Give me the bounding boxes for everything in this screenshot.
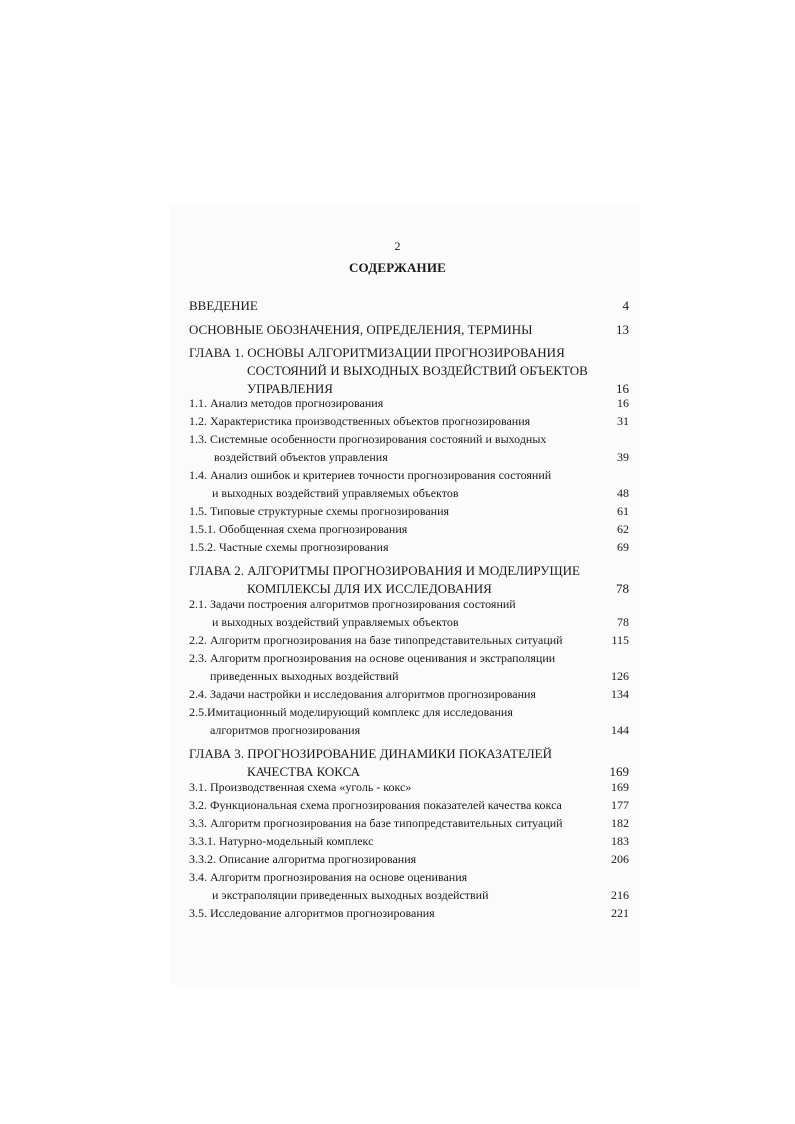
toc-page-number: 182 [611, 816, 629, 830]
toc-page-number: 39 [617, 450, 629, 464]
toc-entry-title: и экстраполяции приведенных выходных воздействий [212, 888, 489, 902]
toc-page-number: 134 [611, 687, 629, 701]
toc-entry-title: 1.5. Типовые структурные схемы прогнозирования [189, 504, 450, 518]
toc-entry-title: ГЛАВА 3. ПРОГНОЗИРОВАНИЕ ДИНАМИКИ ПОКАЗАТЕЛЕЙ [189, 746, 552, 761]
toc-page-number: 221 [611, 906, 629, 920]
toc-page-number: 31 [617, 414, 629, 428]
toc-page-number: 48 [617, 486, 629, 500]
toc-page-number: 69 [617, 540, 629, 554]
toc-page-number: 177 [611, 798, 629, 812]
toc-entry-title: УПРАВЛЕНИЯ [247, 381, 333, 396]
toc-entry-title: ОСНОВНЫЕ ОБОЗНАЧЕНИЯ, ОПРЕДЕЛЕНИЯ, ТЕРМИНЫ [189, 322, 533, 337]
toc-page-number: 169 [609, 764, 629, 779]
toc-page-number: 78 [616, 581, 629, 596]
toc-page-number: 126 [611, 669, 629, 683]
toc-entry-title: КАЧЕСТВА КОКСА [247, 764, 361, 779]
page-title: СОДЕРЖАНИЕ [348, 260, 447, 275]
toc-page-number: 144 [611, 723, 629, 737]
toc-page-number: 78 [617, 615, 629, 629]
toc-entry-title: 3.3. Алгоритм прогнозирования на базе типопредставительных ситуаций [189, 816, 563, 830]
toc-entry-title: приведенных выходных воздействий [210, 669, 399, 683]
toc-page-number: 216 [611, 888, 629, 902]
toc-entry-title: 1.3. Системные особенности прогнозирования состояний и выходных [189, 432, 547, 446]
toc-page-number: 183 [611, 834, 629, 848]
toc-entry-title: СОСТОЯНИЙ И ВЫХОДНЫХ ВОЗДЕЙСТВИЙ ОБЪЕКТОВ [247, 363, 588, 378]
toc-entry-title: 2.1. Задачи построения алгоритмов прогнозирования состояний [189, 597, 516, 611]
toc-page-number: 169 [611, 780, 629, 794]
toc-entry-title: ГЛАВА 1. ОСНОВЫ АЛГОРИТМИЗАЦИИ ПРОГНОЗИРОВАНИЯ [189, 345, 565, 360]
toc-entry-title: 3.3.2. Описание алгоритма прогнозирования [189, 852, 417, 866]
toc-entry-title: и выходных воздействий управляемых объектов [212, 615, 459, 629]
toc-entry-title: 3.3.1. Натурно-модельный комплекс [189, 834, 374, 848]
toc-entry-title: 1.5.1. Обобщенная схема прогнозирования [189, 522, 408, 536]
toc-entry-title: 1.4. Анализ ошибок и критериев точности прогнозирования состояний [189, 468, 552, 482]
toc-entry-title: 2.3. Алгоритм прогнозирования на основе оценивания и экстраполяции [189, 651, 556, 665]
toc-page-number: 16 [617, 396, 629, 410]
toc-entry-title: 3.1. Производственная схема «уголь - кокс» [189, 780, 412, 794]
toc-entry-title: 2.2. Алгоритм прогнозирования на базе типопредставительных ситуаций [189, 633, 563, 647]
toc-entry-title: ГЛАВА 2. АЛГОРИТМЫ ПРОГНОЗИРОВАНИЯ И МОДЕЛИРУЩИЕ [189, 563, 580, 578]
toc-entry-title: 1.2. Характеристика производственных объектов прогнозирования [189, 414, 531, 428]
toc-entry-title: ВВЕДЕНИЕ [189, 298, 258, 313]
toc-page-number: 16 [616, 381, 629, 396]
toc-page-number: 4 [622, 298, 629, 313]
toc-page-number: 13 [616, 322, 629, 337]
toc-entry-title: алгоритмов прогнозирования [210, 723, 361, 737]
toc-entry-title: 1.5.2. Частные схемы прогнозирования [189, 540, 389, 554]
toc-entry-title: и выходных воздействий управляемых объектов [212, 486, 459, 500]
toc-entry-title: 2.5.Имитационный моделирующий комплекс для исследования [189, 705, 513, 719]
toc-entry-title: КОМПЛЕКСЫ ДЛЯ ИХ ИССЛЕДОВАНИЯ [247, 581, 492, 596]
toc-page-number: 206 [611, 852, 629, 866]
toc-page-number: 115 [611, 633, 629, 647]
toc-entry-title: 3.2. Функциональная схема прогнозирования показателей качества кокса [189, 798, 562, 812]
toc-entry-title: 1.1. Анализ методов прогнозирования [189, 396, 384, 410]
toc-page-number: 61 [617, 504, 629, 518]
toc-entry-title: 3.4. Алгоритм прогнозирования на основе оценивания [189, 870, 468, 884]
toc-page-number: 62 [617, 522, 629, 536]
toc-entry-title: 2.4. Задачи настройки и исследования алгоритмов прогнозирования [189, 687, 536, 701]
toc-entry-title: воздействий объектов управления [214, 450, 388, 464]
toc-entry-title: 3.5. Исследование алгоритмов прогнозирования [189, 906, 435, 920]
page-number: 2 [394, 239, 401, 253]
